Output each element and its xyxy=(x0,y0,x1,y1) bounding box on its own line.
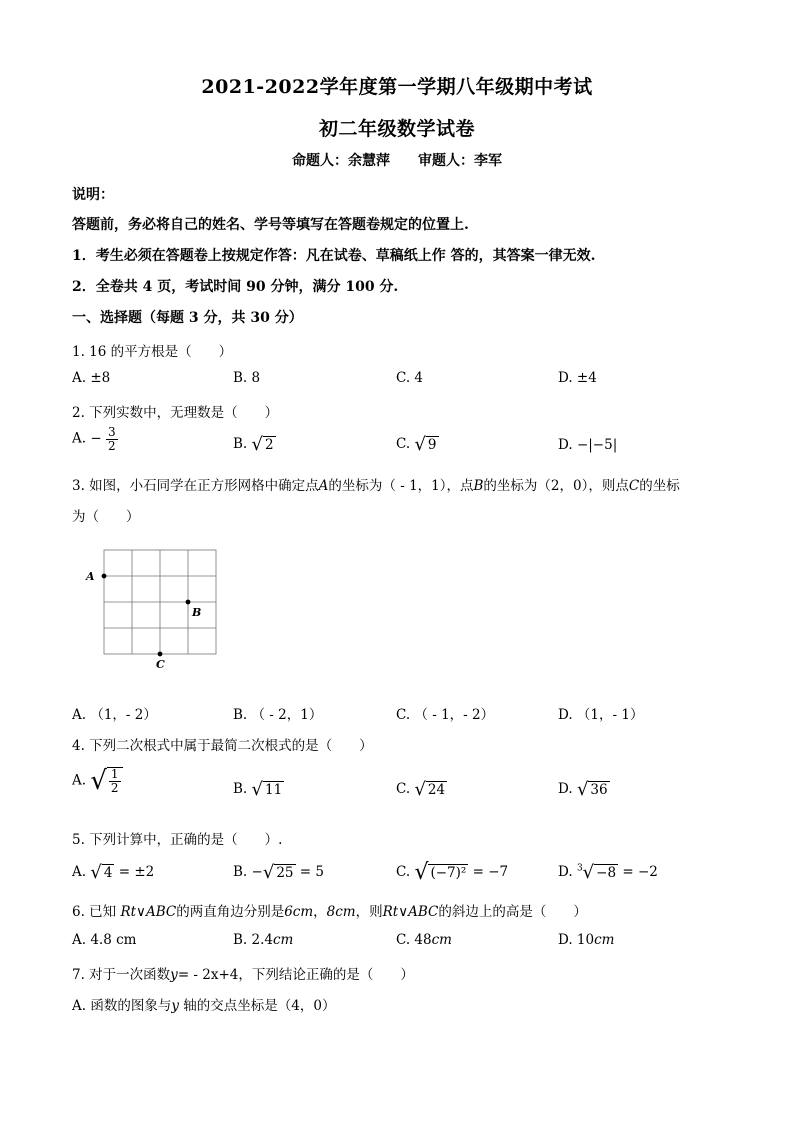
q5-option-b-radicand: 25 xyxy=(276,865,294,881)
q5-option-c-rhs: = −7 xyxy=(472,864,509,880)
q5-option-b-sign: − xyxy=(251,864,263,880)
cbrt-icon: √ xyxy=(582,862,595,883)
q2-option-c-label: C. xyxy=(396,436,411,452)
q3-grid-svg xyxy=(80,544,230,674)
q6-triangle-2: Rt∨ABC xyxy=(382,904,439,920)
q2-option-a-numerator: 3 xyxy=(107,425,116,439)
q2-option-c-radicand: 9 xyxy=(427,437,437,453)
q4-stem: 4. 下列二次根式中属于最简二次根式的是（ ） xyxy=(72,738,373,754)
q3-option-d: D. （1，- 1） xyxy=(558,707,644,723)
q5-option-d-index: 3 xyxy=(576,863,583,874)
q3-option-a: A. （1，- 2） xyxy=(72,707,157,723)
q5-option-b-radical xyxy=(263,862,296,883)
q7-stem xyxy=(72,963,414,983)
q4-option-b-radicand: 11 xyxy=(265,782,283,798)
q5-option-c xyxy=(396,860,508,885)
q5-option-b xyxy=(233,862,324,883)
sqrt-icon: √ xyxy=(90,862,102,883)
q7-option-a-post: 轴的交点坐标是（4，0） xyxy=(178,998,336,1014)
q6-triangle: Rt∨ABC xyxy=(120,904,177,920)
q6-option-b-label: B. 2.4 xyxy=(233,932,273,948)
q6-option-c xyxy=(396,932,452,948)
q5-option-c-label: C. xyxy=(396,864,411,880)
q3-point-c: C xyxy=(628,478,640,494)
instructions-line-3: 2．全卷共 4 页，考试时间 90 分钟，满分 100 分. xyxy=(72,279,399,295)
q2-option-b-radicand: 2 xyxy=(265,437,274,453)
q4-option-c xyxy=(396,779,447,800)
q4-option-a-radicand xyxy=(107,767,123,794)
sqrt-icon: √ xyxy=(251,779,263,800)
q7-stem-post: = - 2x+4，下列结论正确的是（ ） xyxy=(177,967,414,983)
q6-option-a: A. 4.8 cm xyxy=(72,932,137,948)
q3-stem-mid-1: 的坐标为（ - 1，1），点 xyxy=(328,478,474,494)
q1-option-a: A. ±8 xyxy=(72,370,111,386)
q6-option-c-unit: cm xyxy=(431,932,452,948)
q4-option-d-radical xyxy=(577,779,610,800)
q5-option-a-rhs: = ±2 xyxy=(118,864,155,880)
q4-option-c-radicand: 24 xyxy=(427,782,446,798)
q6-stem-pre: 6. 已知 xyxy=(72,904,117,920)
q4-option-a-numerator: 1 xyxy=(110,767,119,782)
point-c-dot xyxy=(158,652,163,657)
q4-option-b-label: B. xyxy=(233,781,248,797)
q2-option-d-label: D. xyxy=(558,437,573,453)
q6-leg-1: 6cm xyxy=(284,904,314,920)
q5-option-c-radical xyxy=(414,860,468,885)
q6-stem-post: 的斜边上的高是（ ） xyxy=(438,904,587,920)
q3-grid-figure xyxy=(80,544,230,674)
q2-option-a-sign: − xyxy=(90,430,102,447)
q3-option-c: C. （ - 1，- 2） xyxy=(396,707,495,723)
q4-option-c-radical xyxy=(414,779,447,800)
q1-option-b: B. 8 xyxy=(233,370,261,386)
q2-option-b-radical xyxy=(252,434,276,455)
q6-option-d-unit: cm xyxy=(594,932,615,948)
q2-option-a-denominator: 2 xyxy=(107,438,116,453)
q4-option-c-label: C. xyxy=(396,781,411,797)
q7-option-a-y: y xyxy=(171,998,179,1014)
q4-option-a-denominator: 2 xyxy=(110,781,119,795)
grid-label-b: B xyxy=(192,606,202,619)
q2-option-a xyxy=(72,426,118,452)
sqrt-icon: √ xyxy=(414,779,426,800)
q5-option-a-radicand: 4 xyxy=(103,865,113,881)
q2-option-c xyxy=(396,434,439,455)
grid-label-c: C xyxy=(156,658,165,671)
q4-option-a xyxy=(72,766,123,796)
instructions-line-2: 1．考生必须在答题卷上按规定作答：凡在试卷、草稿纸上作 答的，其答案一律无效. xyxy=(72,248,596,264)
q5-option-a-label: A. xyxy=(72,864,87,880)
q6-stem-mid-2: ，则 xyxy=(355,904,383,920)
q5-option-d xyxy=(558,862,658,883)
point-a-dot xyxy=(102,574,107,579)
instructions-label: 说明： xyxy=(72,187,114,203)
q2-option-a-label: A. xyxy=(72,430,87,447)
sqrt-icon: √ xyxy=(251,434,263,455)
q5-option-b-rhs: = 5 xyxy=(299,864,324,880)
q1-option-d: D. ±4 xyxy=(558,370,597,386)
q5-option-b-label: B. xyxy=(233,864,248,880)
q5-option-a xyxy=(72,862,154,883)
q6-stem-mid-1: 的两直角边分别是 xyxy=(176,904,285,920)
sqrt-icon: √ xyxy=(576,779,589,800)
q6-option-b-unit: cm xyxy=(272,932,294,948)
q3-stem-pre: 3. 如图，小石同学在正方形网格中确定点 xyxy=(72,478,319,494)
q5-stem: 5. 下列计算中，正确的是（ ）. xyxy=(72,832,283,848)
q3-stem-line-1 xyxy=(72,474,680,494)
q2-option-b-label: B. xyxy=(233,436,248,452)
q3-stem-line-2: 为（ ） xyxy=(72,509,140,525)
sqrt-icon: √ xyxy=(414,860,429,885)
q4-option-d-radicand: 36 xyxy=(590,782,608,798)
grid-lines xyxy=(104,550,216,654)
q3-stem-post: 的坐标 xyxy=(639,478,680,494)
q4-option-b xyxy=(233,779,284,800)
sqrt-icon: √ xyxy=(262,862,275,883)
q1-stem: 1. 16 的平方根是（ ） xyxy=(72,344,233,360)
q5-option-d-rhs: = −2 xyxy=(622,864,658,880)
q2-option-a-fraction xyxy=(106,426,118,452)
q7-variable-y: y xyxy=(170,967,178,983)
exam-subtitle: 初二年级数学试卷 xyxy=(318,118,475,140)
q4-option-b-radical xyxy=(252,779,285,800)
q2-option-d-expression: −|−5| xyxy=(576,437,618,453)
q5-option-d-radical xyxy=(583,862,618,883)
q7-option-a xyxy=(72,994,335,1014)
q6-stem xyxy=(72,900,587,920)
q7-stem-pre: 7. 对于一次函数 xyxy=(72,967,171,983)
q6-option-d xyxy=(558,932,614,948)
q3-point-b: B xyxy=(473,478,484,494)
q4-option-d xyxy=(558,779,610,800)
q3-point-a: A xyxy=(318,478,329,494)
q3-option-b: B. （ - 2，1） xyxy=(233,707,323,723)
point-b-dot xyxy=(186,600,191,605)
section-1-title: 一、选择题（每题 3 分，共 30 分） xyxy=(72,310,303,326)
q1-option-c: C. 4 xyxy=(396,370,424,386)
q3-stem-mid-2: 的坐标为（2，0），则点 xyxy=(483,478,629,494)
q2-stem: 2. 下列实数中，无理数是（ ） xyxy=(72,405,279,421)
q6-option-d-label: D. 10 xyxy=(558,932,595,948)
grid-label-a: A xyxy=(86,570,95,583)
q5-option-a-radical xyxy=(90,862,114,883)
q5-option-c-radicand: (−7)² xyxy=(430,865,467,881)
q5-option-d-radicand: −8 xyxy=(596,865,617,881)
q4-option-d-label: D. xyxy=(558,781,573,797)
q6-leg-2: 8cm xyxy=(326,904,356,920)
sqrt-icon: √ xyxy=(90,766,107,796)
q4-option-a-radical xyxy=(90,766,122,796)
q6-option-c-label: C. 48 xyxy=(396,932,432,948)
q2-option-d xyxy=(558,437,617,453)
exam-title: 2021-2022学年度第一学期八年级期中考试 xyxy=(201,76,593,98)
q7-option-a-pre: A. 函数的图象与 xyxy=(72,998,172,1014)
q2-option-c-radical xyxy=(414,434,438,455)
instructions-line-1: 答题前，务必将自己的姓名、学号等填写在答题卷规定的位置上. xyxy=(72,217,469,233)
exam-authors: 命题人：余慧萍 审题人：李军 xyxy=(292,153,502,169)
q5-option-d-label: D. xyxy=(558,864,573,880)
q4-option-a-label: A. xyxy=(72,772,87,789)
q6-option-b xyxy=(233,932,293,948)
q6-separator: ， xyxy=(313,904,327,920)
q2-option-b xyxy=(233,434,276,455)
sqrt-icon: √ xyxy=(414,434,426,455)
